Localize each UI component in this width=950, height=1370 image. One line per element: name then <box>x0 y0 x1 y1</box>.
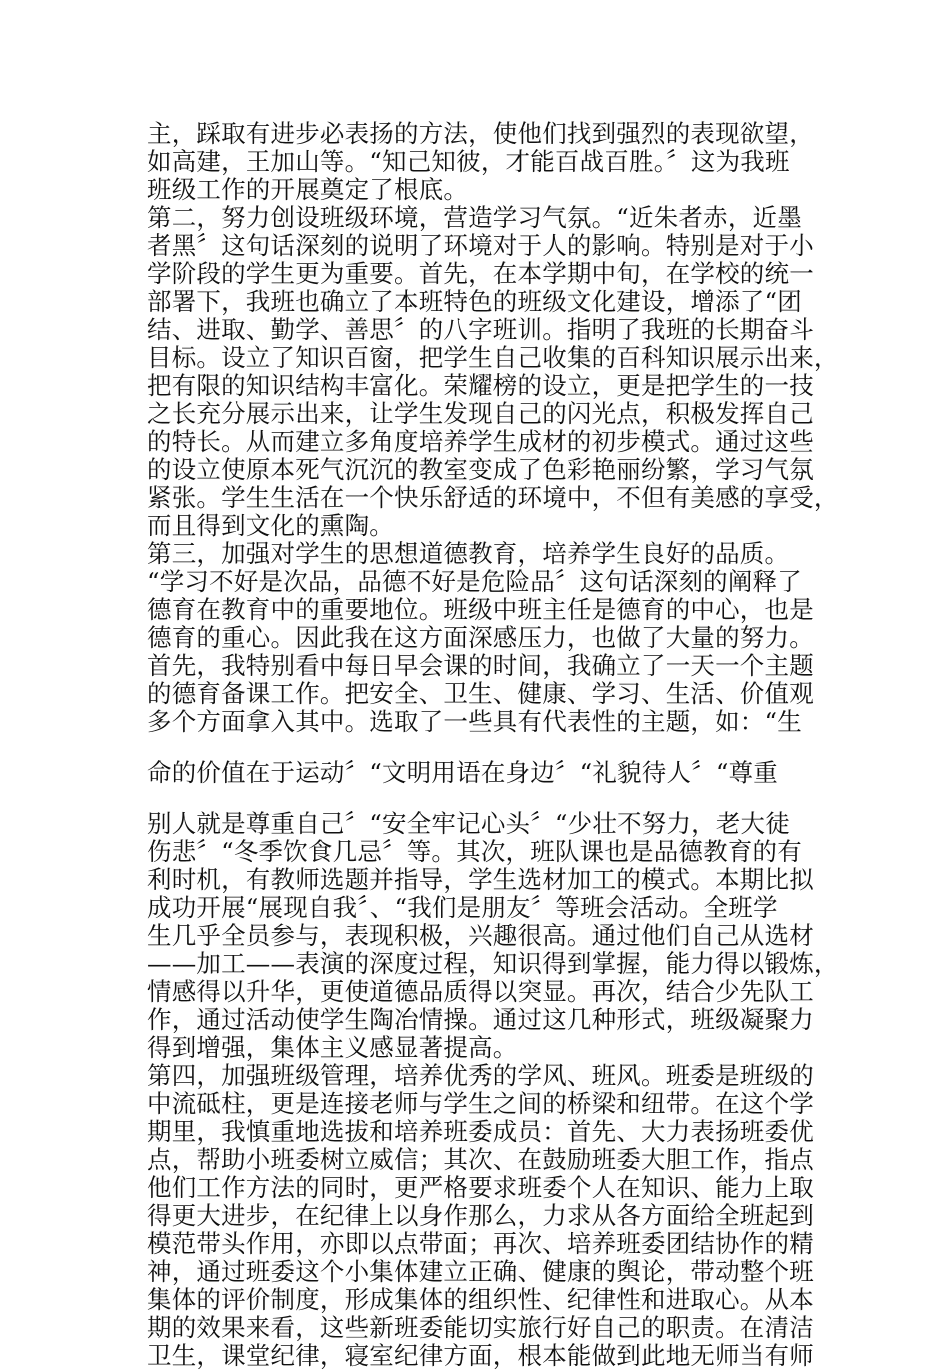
text-line: 部署下，我班也确立了本班特色的班级文化建设，增添了“团 <box>147 287 802 316</box>
text-line: 而且得到文化的熏陶。 <box>147 511 394 540</box>
text-line: 主，踩取有进步必表扬的方法，使他们找到强烈的表现欲望， <box>147 119 814 148</box>
text-line: 命的价值在于运动〞“文明用语在身边〞“礼貌待人〞“尊重 <box>147 758 778 787</box>
text-line: 得更大进步，在纪律上以身作那么，力求从各方面给全班起到 <box>147 1201 814 1230</box>
document-body <box>147 119 839 1370</box>
text-line: 生几乎全员参与，表现积极，兴趣很高。通过他们自己从选材 <box>147 921 814 950</box>
text-line: 他们工作方法的同时，更严格要求班委个人在知识、能力上取 <box>147 1173 814 1202</box>
text-line: 神，通过班委这个小集体建立正确、健康的舆论，带动整个班 <box>147 1257 814 1286</box>
text-line: 利时机，有教师选题并指导，学生选材加工的模式。本期比拟 <box>147 865 814 894</box>
text-line: 学阶段的学生更为重要。首先，在本学期中旬，在学校的统一 <box>147 259 814 288</box>
text-line: 德育在教育中的重要地位。班级中班主任是德育的中心，也是 <box>147 595 814 624</box>
text-line: 结、进取、勤学、善思〞的八字班训。指明了我班的长期奋斗 <box>147 315 814 344</box>
text-line: 的设立使原本死气沉沉的教室变成了色彩艳丽纷繁，学习气氛 <box>147 455 814 484</box>
text-line: 者黑〞这句话深刻的说明了环境对于人的影响。特别是对于小 <box>147 231 814 260</box>
text-line: 成功开展“展现自我〞、“我们是朋友〞等班会活动。全班学 <box>147 893 778 922</box>
text-line: 把有限的知识结构丰富化。荣耀榜的设立，更是把学生的一技 <box>147 371 814 400</box>
text-line: 的特长。从而建立多角度培养学生成材的初步模式。通过这些 <box>147 427 814 456</box>
text-line: 别人就是尊重自己〞“安全牢记心头〞“少壮不努力，老大徒 <box>147 809 790 838</box>
text-line: 期的效果来看，这些新班委能切实旅行好自己的职责。在清洁 <box>147 1313 814 1342</box>
text-line: 作，通过活动使学生陶冶情操。通过这几种形式，班级凝聚力 <box>147 1005 814 1034</box>
text-line: 的德育备课工作。把安全、卫生、健康、学习、生活、价值观 <box>147 679 814 708</box>
text-line: 目标。设立了知识百窗，把学生自己收集的百科知识展示出来， <box>147 343 839 372</box>
text-line: 集体的评价制度，形成集体的组织性、纪律性和进取心。从本 <box>147 1285 814 1314</box>
text-line: 紧张。学生生活在一个快乐舒适的环境中，不但有美感的享受， <box>147 483 839 512</box>
text-line: 如高建，王加山等。“知己知彼，才能百战百胜。〞这为我班 <box>147 147 790 176</box>
text-line: “学习不好是次品，品德不好是危险品〞这句话深刻的阐释了 <box>147 567 802 596</box>
text-line: 点，帮助小班委树立威信；其次、在鼓励班委大胆工作，指点 <box>147 1145 814 1174</box>
text-line: 德育的重心。因此我在这方面深感压力，也做了大量的努力。 <box>147 623 814 652</box>
text-line: 之长充分展示出来，让学生发现自己的闪光点，积极发挥自己 <box>147 399 814 428</box>
text-line: 多个方面拿入其中。选取了一些具有代表性的主题，如：“生 <box>147 707 802 736</box>
text-line: 情感得以升华，更使道德品质得以突显。再次，结合少先队工 <box>147 977 814 1006</box>
text-line: ——加工——表演的深度过程，知识得到掌握，能力得以锻炼， <box>147 949 839 978</box>
text-line: 期里，我慎重地选拔和培养班委成员：首先、大力表扬班委优 <box>147 1117 814 1146</box>
text-line: 第三，加强对学生的思想道德教育，培养学生良好的品质。 <box>147 539 790 568</box>
text-line: 第二，努力创设班级环境，营造学习气氛。“近朱者赤，近墨 <box>147 203 802 232</box>
text-line: 班级工作的开展奠定了根底。 <box>147 175 469 204</box>
text-line: 得到增强，集体主义感显著提高。 <box>147 1033 518 1062</box>
text-line: 首先，我特别看中每日早会课的时间，我确立了一天一个主题 <box>147 651 814 680</box>
text-line: 中流砥柱，更是连接老师与学生之间的桥梁和纽带。在这个学 <box>147 1089 814 1118</box>
text-line: 卫生，课堂纪律，寝室纪律方面，根本能做到此地无师当有师 <box>147 1341 814 1370</box>
text-line: 第四，加强班级管理，培养优秀的学风、班风。班委是班级的 <box>147 1061 814 1090</box>
text-line: 伤悲〞“冬季饮食几忌〞等。其次，班队课也是品德教育的有 <box>147 837 802 866</box>
text-line: 模范带头作用，亦即以点带面；再次、培养班委团结协作的精 <box>147 1229 814 1258</box>
